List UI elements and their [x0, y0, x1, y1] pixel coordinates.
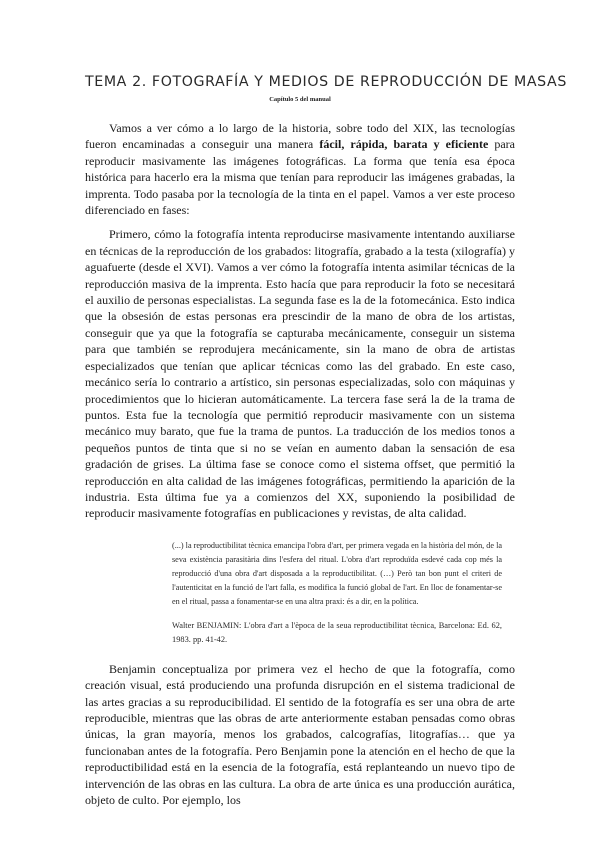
paragraph-intro	[85, 120, 515, 218]
paragraph-intro-bold: fácil, rápida, barata y eficiente	[319, 137, 489, 152]
paragraph-phases: Primero, cómo la fotografía intenta reproducirse masivamente intentando auxiliarse en técnicas de la reproducción de los grabados: litografía, grabado a la testa (xilografía) y aguafuerte (desde el XVI). Vamos a ver cómo la fotografía intenta asimilar técnicas de la reproducción masiva de la imprenta. Esto hacía que para reproducir la foto se necesitará el auxilio de personas especialistas. La segunda fase es la de la fotomecánica. Esto indica que la obsesión de estas personas era prescindir de la mano de obra de los artistas, conseguir que ya que la fotografía se capturaba mecánicamente, conseguir un sistema para que también se reprodujera mecánicamente, sin la mano de obra de artistas especializados que tenían que aplicar técnicas como las del grabado. En este caso, mecánico sería lo contrario a artístico, sin personas especializadas, solo con máquinas y procedimientos que lo hicieran automáticamente. La tercera fase será la de la trama de puntos. Esta fue la tecnología que permitió reproducir masivamente con un sistema mecánico muy barato, que fue la trama de puntos. La traducción de los medios tonos a pequeños puntos de tinta que si no se veían en aumento daban la sensación de esa gradación de grises. La última fase se conoce como el sistema offset, que permitió la reproducción en alta calidad de las imágenes fotográficas, permitiendo la aparición de la industria. Esta última fue ya a comienzos del XX, suponiendo la posibilidad de reproducir masivamente fotografías en publicaciones y revistas, de alta calidad.	[85, 227, 515, 521]
paragraph-benjamin: Benjamin conceptualiza por primera vez el hecho de que la fotografía, como creación visual, está produciendo una profunda disrupción en el sistema tradicional de las artes gracias a su reproducibilidad. El sentido de la fotografía es ser una obra de arte reproducible, mientras que las obras de arte anteriormente estaban pensadas como obras únicas, la gran mayoría, menos los grabados, calcografías, litografías… que ya funcionaban antes de la fotografía. Pero Benjamin pone la atención en el hecho de que la reproductibilidad está en la esencia de la fotografía, está replanteando un nuevo tipo de intervención de las obras en las cultura. La obra de arte única es una producción aurática, objeto de culto. Por ejemplo, los	[85, 661, 515, 807]
paragraph-intro-text-1: Vamos a ver cómo a lo largo de la historia, sobre todo del XIX, las tecnologías fueron encaminadas a conseguir una manera	[85, 121, 515, 152]
document-title: TEMA 2. FOTOGRAFÍA Y MEDIOS DE REPRODUCCIÓN DE MASAS	[85, 74, 567, 90]
quote-citation: Walter BENJAMIN: L'obra d'art a l'època de la seua reproductibilitat tècnica, Barcelona: Ed. 62, 1983. pp. 41-42.	[172, 620, 502, 644]
document-subtitle: Capítulo 5 del manual	[269, 96, 331, 103]
block-quote: (...) la reproductibilitat tècnica emancipa l'obra d'art, per primera vegada en la història del món, de la seva existència parasitària dins l'esfera del ritual. L'obra d'art reproduïda esdevé cada cop més la reproducció d'una obra d'art disposada a la reproductibilitat. (…) Però tan bon punt el criteri de l'autenticitat en la funció de l'art falla, es modifica la funció global de l'art. En lloc de fonamentar-se en el ritual, passa a fonamentar-se en una altra praxi: és a dir, en la política.	[172, 540, 502, 606]
paragraph-intro-text-2: para reproducir masivamente las imágenes fotográficas. La forma que tenía esa época histórica para hacerlo era la misma que tenían para reproducir las imágenes grabadas, la imprenta. Todo pasaba por la tecnología de la tinta en el papel. Vamos a ver este proceso diferenciado en fases:	[85, 137, 516, 218]
page-content	[85, 0, 567, 808]
